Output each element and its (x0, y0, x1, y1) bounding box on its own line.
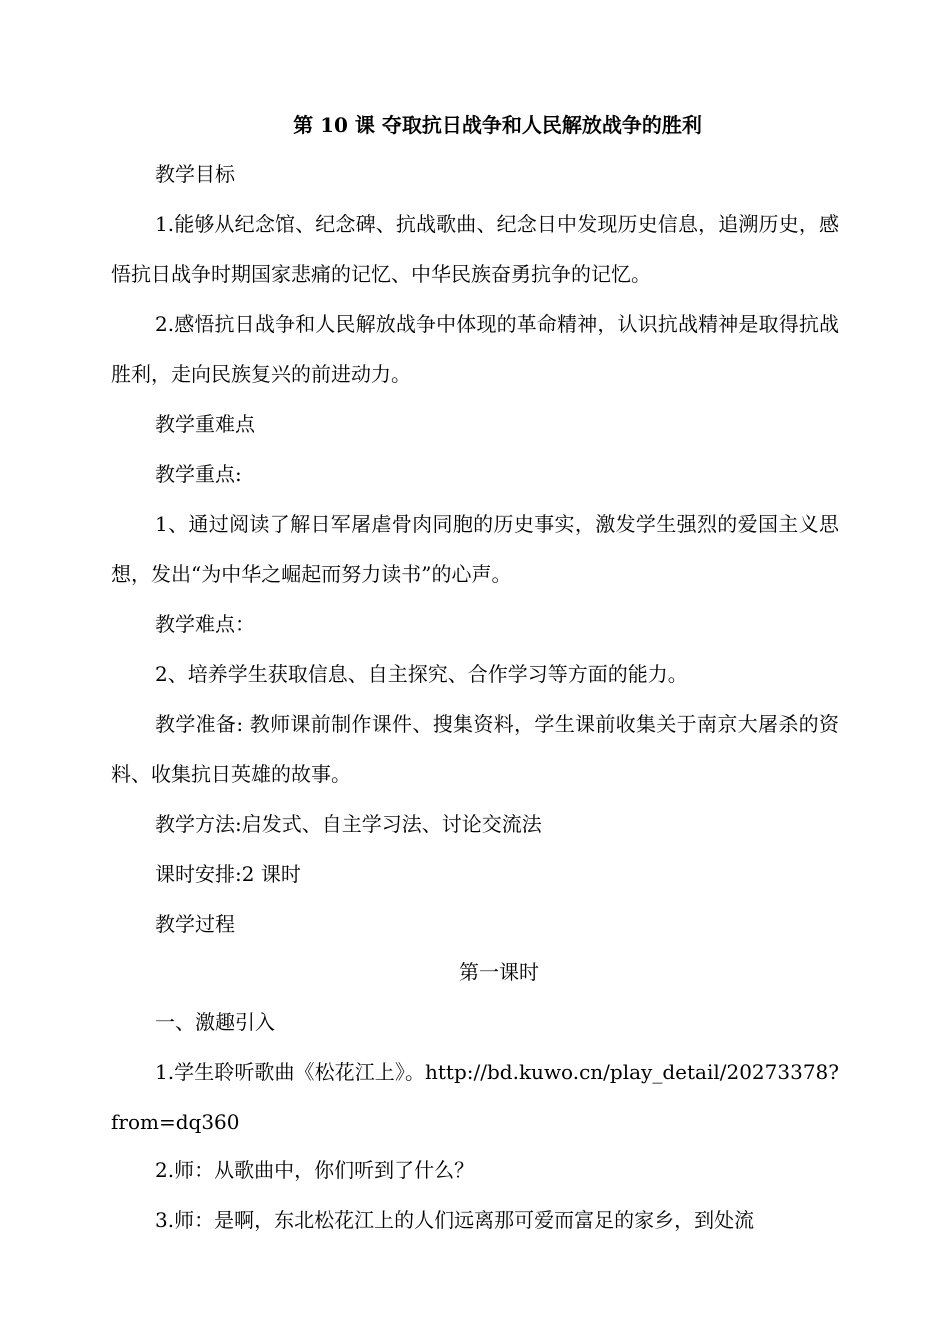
paragraph-difficult-points-label: 教学难点： (155, 612, 255, 636)
paragraph-teaching-method: 教学方法:启发式、自主学习法、讨论交流法 (155, 812, 542, 836)
paragraph-key-difficult-heading: 教学重难点 (155, 412, 255, 436)
paragraph-difficult-point-2: 2、培养学生获取信息、自主探究、合作学习等方面的能力。 (155, 662, 688, 686)
paragraph-teaching-goals-heading: 教学目标 (155, 162, 235, 186)
paragraph-teaching-preparation: 教学准备: 教师课前制作课件、搜集资料，学生课前收集关于南京大屠杀的资料、收集抗日英雄的故事。 (111, 712, 839, 786)
paragraph-teaching-process-heading: 教学过程 (155, 912, 235, 936)
paragraph-teacher-statement: 3.师：是啊，东北松花江上的人们远离那可爱而富足的家乡，到处流 (155, 1208, 755, 1232)
paragraph-intro-heading: 一、激趣引入 (155, 1010, 275, 1034)
paragraph-class-schedule: 课时安排:2 课时 (155, 862, 301, 886)
paragraph-key-points-label: 教学重点: (155, 462, 242, 486)
paragraph-goal-2: 2.感悟抗日战争和人民解放战争中体现的革命精神，认识抗战精神是取得抗战胜利，走向民族复兴的前进动力。 (111, 312, 839, 386)
section-first-lesson-heading: 第一课时 (459, 960, 539, 984)
paragraph-song-link: 1.学生聆听歌曲《松花江上》。http://bd.kuwo.cn/play_detail/20273378?from=dq360 (111, 1060, 839, 1134)
paragraph-goal-1: 1.能够从纪念馆、纪念碑、抗战歌曲、纪念日中发现历史信息，追溯历史，感悟抗日战争时期国家悲痛的记忆、中华民族奋勇抗争的记忆。 (111, 212, 839, 286)
paragraph-teacher-question: 2.师：从歌曲中，你们听到了什么？ (155, 1158, 475, 1182)
document-title: 第 10 课 夺取抗日战争和人民解放战争的胜利 (293, 113, 702, 137)
paragraph-key-point-1: 1、通过阅读了解日军屠虐骨肉同胞的历史事实，激发学生强烈的爱国主义思想，发出“为中华之崛起而努力读书”的心声。 (111, 512, 839, 586)
